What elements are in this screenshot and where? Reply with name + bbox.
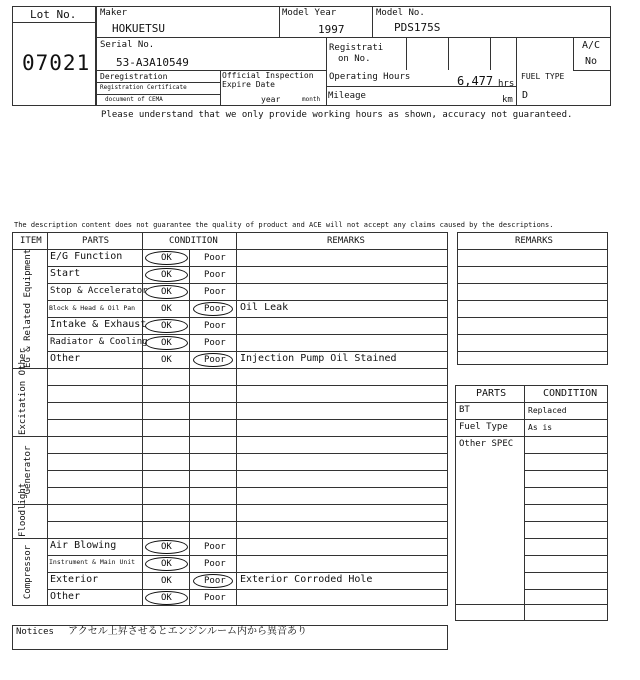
cond-poor: Poor bbox=[204, 338, 226, 348]
group-label-floodlight bbox=[18, 482, 39, 537]
remark-eg-other: Injection Pump Oil Stained bbox=[240, 353, 397, 364]
notices-text: アクセル上昇させるとエンジンルーム内から異音あり bbox=[68, 626, 307, 637]
selected-oval bbox=[145, 591, 188, 605]
registration-label-2: on No. bbox=[338, 54, 371, 64]
part-block-head-oil-pan: Block & Head & Oil Pan bbox=[49, 304, 136, 312]
cond-poor: Poor bbox=[204, 287, 226, 297]
month-label: month bbox=[302, 96, 321, 103]
selected-oval bbox=[145, 251, 188, 265]
notices-label: Notices bbox=[16, 627, 54, 637]
part-eg-function: E/G Function bbox=[50, 251, 123, 262]
right-part-other-spec: Other SPEC bbox=[459, 439, 514, 449]
deregistration-label: Deregistration bbox=[100, 72, 168, 81]
year-label: year bbox=[261, 95, 281, 104]
selected-oval bbox=[145, 336, 188, 350]
model-no-value: PDS175S bbox=[394, 21, 441, 34]
cond-ok: OK bbox=[161, 270, 172, 280]
selected-oval bbox=[145, 285, 188, 299]
right-cond-fuel-type: As is bbox=[528, 423, 553, 432]
cond-poor: Poor bbox=[204, 576, 226, 586]
cond-ok: OK bbox=[161, 304, 172, 314]
cond-ok: OK bbox=[161, 355, 172, 365]
description-disclaimer: The description content does not guarantee the quality of product and ACE will not accept any claims caused by the descriptions. bbox=[14, 221, 554, 229]
cond-ok: OK bbox=[161, 321, 172, 331]
col-header-item: ITEM bbox=[20, 236, 42, 246]
serial-label: Serial No. bbox=[100, 40, 155, 50]
inspection-label-2: Expire Date bbox=[222, 80, 275, 89]
selected-oval bbox=[145, 319, 188, 333]
cond-ok: OK bbox=[161, 559, 172, 569]
right-parts-header: PARTS bbox=[476, 388, 507, 399]
model-no-label: Model No. bbox=[376, 8, 425, 18]
remark-block-head: Oil Leak bbox=[240, 302, 289, 313]
col-header-remarks: REMARKS bbox=[327, 236, 365, 246]
part-exterior: Exterior bbox=[50, 574, 99, 585]
group-label-excitation bbox=[18, 348, 39, 435]
ac-value: No bbox=[585, 56, 598, 67]
part-radiator-cooling: Radiator & Cooling bbox=[50, 337, 148, 347]
part-start: Start bbox=[50, 268, 81, 279]
cond-poor: Poor bbox=[204, 270, 226, 280]
fuel-type-value: D bbox=[522, 90, 529, 101]
cond-poor: Poor bbox=[204, 542, 226, 552]
cond-ok: OK bbox=[161, 253, 172, 263]
part-stop-accelerator: Stop & Accelerator bbox=[50, 286, 148, 296]
selected-oval bbox=[193, 574, 233, 588]
part-compressor-other: Other bbox=[50, 591, 81, 602]
selected-oval bbox=[145, 268, 188, 282]
cond-poor: Poor bbox=[204, 304, 226, 314]
hours-disclaimer: Please understand that we only provide working hours as shown, accuracy not guaranteed. bbox=[101, 110, 573, 120]
remark-exterior: Exterior Corroded Hole bbox=[240, 574, 373, 585]
cond-poor: Poor bbox=[204, 559, 226, 569]
group-label-compressor: Compressor bbox=[23, 544, 33, 600]
cond-poor: Poor bbox=[204, 321, 226, 331]
right-cond-bt: Replaced bbox=[528, 406, 567, 415]
fuel-type-label: FUEL TYPE bbox=[521, 72, 565, 81]
cond-poor: Poor bbox=[204, 593, 226, 603]
cond-ok: OK bbox=[161, 287, 172, 297]
inspection-label-1: Official Inspection bbox=[222, 71, 314, 80]
hrs-unit: hrs bbox=[498, 79, 515, 89]
group-label-excitation-text: Excitation Other bbox=[18, 348, 28, 435]
operating-hours-label: Operating Hours bbox=[329, 72, 411, 82]
group-label-eg: EG & Related Equipment bbox=[23, 248, 33, 368]
group-label-generator: Generator bbox=[23, 445, 33, 495]
selected-oval bbox=[193, 353, 233, 367]
mileage-label: Mileage bbox=[328, 91, 366, 101]
right-part-fuel-type: Fuel Type bbox=[459, 422, 508, 432]
part-intake-exhaust: Intake & Exhaust bbox=[50, 319, 147, 330]
part-instrument-main-unit: Instrument & Main Unit bbox=[49, 558, 136, 566]
registration-label-1: Registrati bbox=[329, 43, 384, 53]
operating-hours-value: 6,477 bbox=[457, 74, 494, 88]
cond-poor: Poor bbox=[204, 253, 226, 263]
selected-oval bbox=[145, 557, 188, 571]
cond-ok: OK bbox=[161, 576, 172, 586]
right-part-bt: BT bbox=[459, 405, 470, 415]
right-condition-header: CONDITION bbox=[543, 388, 598, 399]
lot-number: 07021 bbox=[22, 51, 91, 75]
lot-label: Lot No. bbox=[30, 8, 77, 21]
cond-ok: OK bbox=[161, 338, 172, 348]
cond-poor: Poor bbox=[204, 355, 226, 365]
maker-value: HOKUETSU bbox=[112, 22, 165, 35]
col-header-parts: PARTS bbox=[82, 236, 110, 246]
model-year-value: 1997 bbox=[318, 23, 345, 36]
model-year-label: Model Year bbox=[282, 8, 337, 18]
right-remarks-title: REMARKS bbox=[515, 236, 553, 246]
part-air-blowing: Air Blowing bbox=[50, 540, 117, 551]
cond-ok: OK bbox=[161, 593, 172, 603]
part-eg-other: Other bbox=[50, 353, 81, 364]
maker-label: Maker bbox=[100, 8, 128, 18]
cond-ok: OK bbox=[161, 542, 172, 552]
selected-oval bbox=[145, 540, 188, 554]
ac-label: A/C bbox=[582, 40, 601, 51]
col-header-condition: CONDITION bbox=[169, 236, 218, 246]
registration-certificate-label: Registration Certificate bbox=[100, 84, 187, 91]
cema-label: document of CEMA bbox=[105, 96, 163, 103]
selected-oval bbox=[193, 302, 233, 316]
km-unit: km bbox=[502, 95, 513, 105]
serial-value: 53-A3A10549 bbox=[116, 56, 189, 69]
group-label-floodlight-text: Floodlight bbox=[18, 482, 28, 537]
